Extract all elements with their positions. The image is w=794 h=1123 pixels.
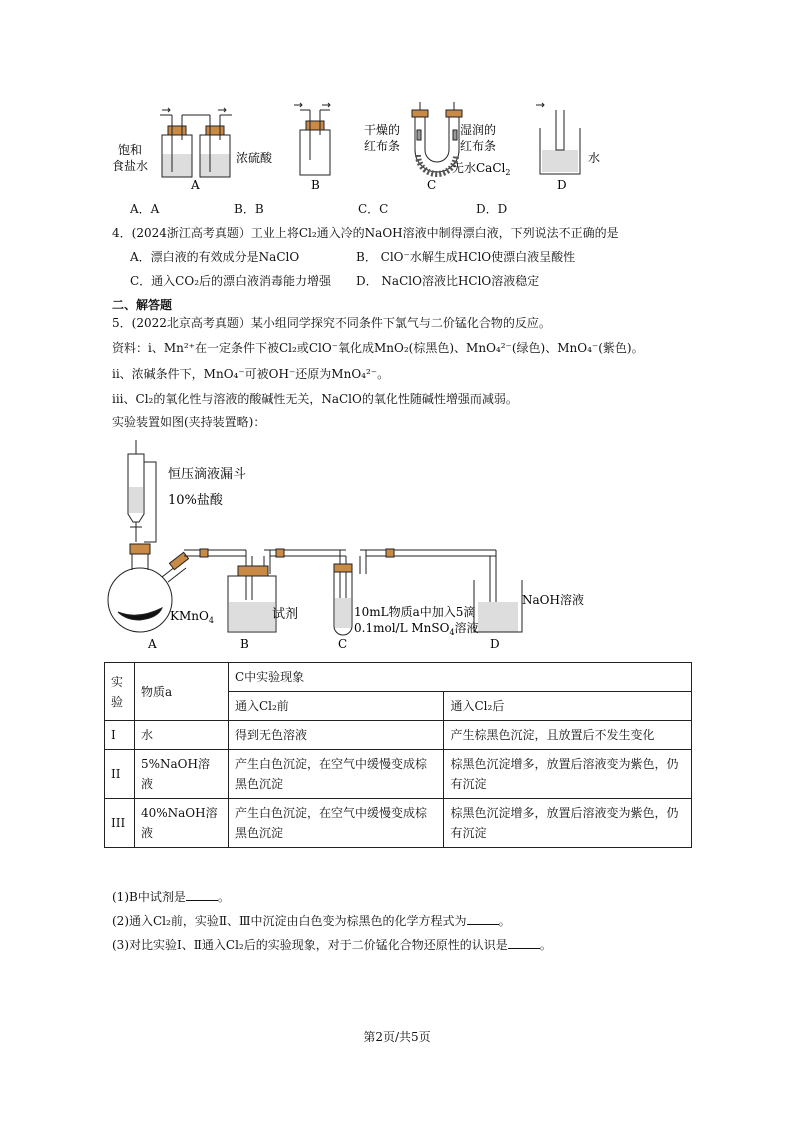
- apparatus-b-bottle: [294, 103, 330, 175]
- question-1: [112, 888, 230, 905]
- q4-option-c: C．通入CO₂后的漂白液消毒能力增强: [130, 274, 332, 288]
- fig2-letter-a: A: [148, 637, 157, 651]
- label-dry-cloth-2: 红布条: [364, 139, 401, 153]
- table-row: [105, 750, 692, 799]
- tube-c: [334, 564, 352, 635]
- header-after: 通入Cl₂后: [444, 692, 692, 721]
- label-water: 水: [588, 151, 601, 165]
- option-a: A．A: [130, 202, 160, 216]
- label-saturated-brine-1: 饱和: [118, 143, 143, 157]
- figure-gas-apparatus-options: [110, 100, 630, 195]
- table-row: [105, 721, 692, 750]
- answer-blank[interactable]: [508, 937, 540, 949]
- label-acid: 10%盐酸: [168, 493, 223, 508]
- label-naoh: NaOH溶液: [522, 593, 584, 607]
- row-substance: 5%NaOH溶液: [134, 750, 228, 799]
- row-id: III: [105, 799, 135, 848]
- figure-experiment-apparatus: [104, 432, 664, 654]
- label-saturated-brine-2: 食盐水: [112, 159, 149, 173]
- apparatus-a-wash-bottles: [160, 108, 232, 177]
- fig2-letter-d: D: [490, 637, 500, 651]
- option-c: C．C: [358, 202, 389, 216]
- fig2-letter-b: B: [240, 637, 249, 651]
- fig2-letter-c: C: [338, 637, 348, 651]
- question-2-text: (2)通入Cl₂前，实验Ⅱ、Ⅲ中沉淀由白色变为棕黑色的化学方程式为: [112, 914, 467, 928]
- row-id: II: [105, 750, 135, 799]
- label-cacl2: 无水CaCl$_2$: [452, 161, 511, 177]
- row-before: 产生白色沉淀，在空气中缓慢变成棕黑色沉淀: [228, 799, 444, 848]
- label-conc-acid: 浓硫酸: [236, 151, 273, 165]
- label-wet-cloth-2: 红布条: [460, 139, 497, 153]
- label-kmno4: KMnO$_4$: [170, 609, 214, 625]
- apparatus-d-beaker: [536, 103, 580, 174]
- q5-info-iii: iii、Cl₂的氧化性与溶液的酸碱性无关，NaClO的氧化性随碱性增强而减弱。: [112, 392, 518, 406]
- row-substance: 40%NaOH溶液: [134, 799, 228, 848]
- question-3: [112, 936, 552, 953]
- answer-blank[interactable]: [467, 913, 499, 925]
- question-2-end: 。: [498, 914, 511, 928]
- panel-letter-b: B: [311, 178, 320, 192]
- question-1-end: 。: [217, 890, 230, 904]
- option-b: B．B: [234, 202, 264, 216]
- page-footer: 第2页/共5页: [363, 1030, 431, 1044]
- answer-blank[interactable]: [186, 889, 218, 901]
- q5-info-i: 资料：i、Mn²⁺在一定条件下被Cl₂或ClO⁻氧化成MnO₂(棕黑色)、MnO₄²⁻(绿色)、MnO₄⁻(紫色)。: [112, 341, 644, 355]
- header-substance: 物质a: [134, 663, 228, 721]
- question-1-text: (1)B中试剂是: [112, 890, 186, 904]
- row-after: 棕黑色沉淀增多，放置后溶液变为紫色，仍有沉淀: [444, 799, 692, 848]
- label-wet-cloth-1: 湿润的: [460, 123, 497, 137]
- q4-stem: 4．(2024浙江高考真题）工业上将Cl₂通入冷的NaOH溶液中制得漂白液，下列说法不正确的是: [112, 226, 619, 240]
- header-before: 通入Cl₂前: [228, 692, 444, 721]
- panel-letter-a: A: [191, 178, 200, 192]
- label-c-line-1: 10mL物质a中加入5滴: [354, 605, 476, 619]
- table-row: [105, 799, 692, 848]
- option-d: D．D: [476, 202, 508, 216]
- row-id: I: [105, 721, 135, 750]
- label-reagent: 试剂: [272, 607, 299, 622]
- q4-option-a: A．漂白液的有效成分是NaClO: [130, 250, 300, 264]
- experiment-table: [104, 662, 692, 848]
- section-heading: 二、解答题: [112, 298, 173, 312]
- q4-option-d: D． NaClO溶液比HClO溶液稳定: [356, 274, 540, 288]
- label-c-line-2: 0.1mol/L MnSO$_4$溶液: [354, 621, 479, 637]
- label-dry-cloth-1: 干燥的: [364, 123, 401, 137]
- q5-info-ii: ii、浓碱条件下，MnO₄⁻可被OH⁻还原为MnO₄²⁻。: [112, 367, 390, 381]
- row-before: 产生白色沉淀，在空气中缓慢变成棕黑色沉淀: [228, 750, 444, 799]
- header-phenomenon: C中实验现象: [228, 663, 691, 692]
- label-funnel: 恒压滴液漏斗: [168, 467, 247, 482]
- beaker-d: [474, 550, 522, 632]
- panel-letter-c: C: [427, 178, 437, 192]
- header-experiment: 实 验: [105, 663, 135, 721]
- q5-apparatus-intro: 实验装置如图(夹持装置略)：: [112, 415, 266, 429]
- question-3-text: (3)对比实验Ⅰ、Ⅱ通入Cl₂后的实验现象，对于二价锰化合物还原性的认识是: [112, 938, 508, 952]
- question-3-end: 。: [539, 938, 552, 952]
- q4-option-b: B． ClO⁻水解生成HClO使漂白液呈酸性: [356, 250, 576, 264]
- row-before: 得到无色溶液: [228, 721, 444, 750]
- question-2: [112, 912, 511, 929]
- row-after: 棕黑色沉淀增多，放置后溶液变为紫色，仍有沉淀: [444, 750, 692, 799]
- panel-letter-d: D: [557, 178, 567, 192]
- q5-stem: 5．(2022北京高考真题）某小组同学探究不同条件下氯气与二价锰化合物的反应。: [112, 316, 551, 330]
- row-substance: 水: [134, 721, 228, 750]
- row-after: 产生棕黑色沉淀，且放置后不发生变化: [444, 721, 692, 750]
- dropping-funnel: [128, 440, 156, 542]
